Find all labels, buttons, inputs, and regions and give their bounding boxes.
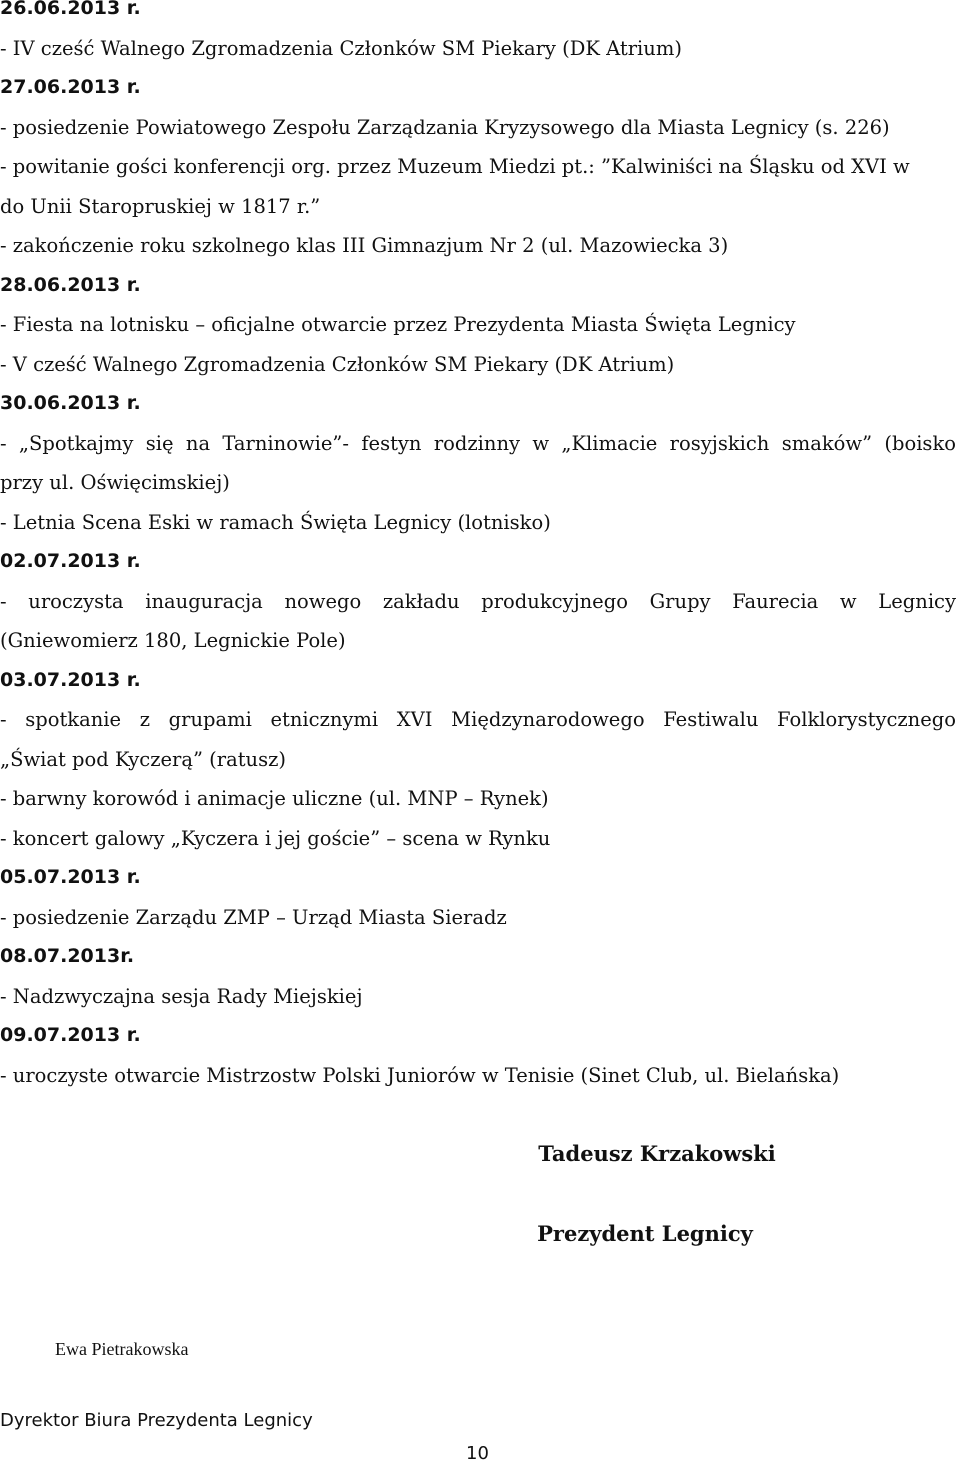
date-heading: 03.07.2013 r.	[0, 668, 141, 691]
signature-name: Tadeusz Krzakowski	[538, 1141, 776, 1166]
event-line: - Letnia Scena Eski w ramach Święta Legnicy (lotnisko)	[0, 510, 551, 534]
date-heading: 26.06.2013 r.	[0, 0, 141, 19]
signature-title: Prezydent Legnicy	[537, 1221, 753, 1246]
date-heading: 27.06.2013 r.	[0, 76, 141, 98]
event-line: „Świat pod Kyczerą” (ratusz)	[0, 747, 286, 771]
event-line: - „Spotkajmy się na Tarninowie”- festyn rodzinny w „Klimacie rosyjskich smaków” (boisko	[0, 431, 956, 455]
event-line: do Unii Staropruskiej w 1817 r.”	[0, 194, 321, 218]
office-name: Dyrektor Biura Prezydenta Legnicy	[0, 1410, 313, 1431]
event-line: - Nadzwyczajna sesja Rady Miejskiej	[0, 984, 363, 1008]
event-line: (Gniewomierz 180, Legnickie Pole)	[0, 629, 346, 652]
date-heading: 09.07.2013 r.	[0, 1024, 141, 1046]
event-line: - IV cześć Walnego Zgromadzenia Członków SM Piekary (DK Atrium)	[0, 36, 682, 60]
event-line: - uroczysta inauguracja nowego zakładu produkcyjnego Grupy Faurecia w Legnicy	[0, 589, 956, 613]
page-number: 10	[466, 1443, 489, 1464]
date-heading: 30.06.2013 r.	[0, 392, 141, 414]
event-line: - Fiesta na lotnisku – oficjalne otwarcie przez Prezydenta Miasta Święta Legnicy	[0, 313, 796, 336]
event-line: - uroczyste otwarcie Mistrzostw Polski Juniorów w Tenisie (Sinet Club, ul. Bielańska)	[0, 1063, 840, 1087]
date-heading: 05.07.2013 r.	[0, 866, 141, 888]
event-line: - koncert galowy „Kyczera i jej goście” – scena w Rynku	[0, 826, 551, 850]
event-line: - zakończenie roku szkolnego klas III Gimnazjum Nr 2 (ul. Mazowiecka 3)	[0, 234, 729, 257]
date-heading: 28.06.2013 r.	[0, 273, 141, 296]
event-line: - spotkanie z grupami etnicznymi XVI Międzynarodowego Festiwalu Folklorystycznego	[0, 708, 956, 731]
prepared-by: Ewa Pietrakowska	[55, 1339, 189, 1359]
event-line: - posiedzenie Zarządu ZMP – Urząd Miasta Sieradz	[0, 905, 507, 929]
date-heading: 02.07.2013 r.	[0, 550, 141, 572]
event-line: przy ul. Oświęcimskiej)	[0, 471, 230, 494]
event-line: - powitanie gości konferencji org. przez Muzeum Miedzi pt.: ”Kalwiniści na Śląsku od XVI w	[0, 155, 910, 178]
event-line: - posiedzenie Powiatowego Zespołu Zarządzania Kryzysowego dla Miasta Legnicy (s. 226)	[0, 115, 890, 139]
event-line: - V cześć Walnego Zgromadzenia Członków SM Piekary (DK Atrium)	[0, 352, 675, 376]
event-line: - barwny korowód i animacje uliczne (ul. MNP – Rynek)	[0, 787, 549, 810]
date-heading: 08.07.2013r.	[0, 945, 135, 967]
